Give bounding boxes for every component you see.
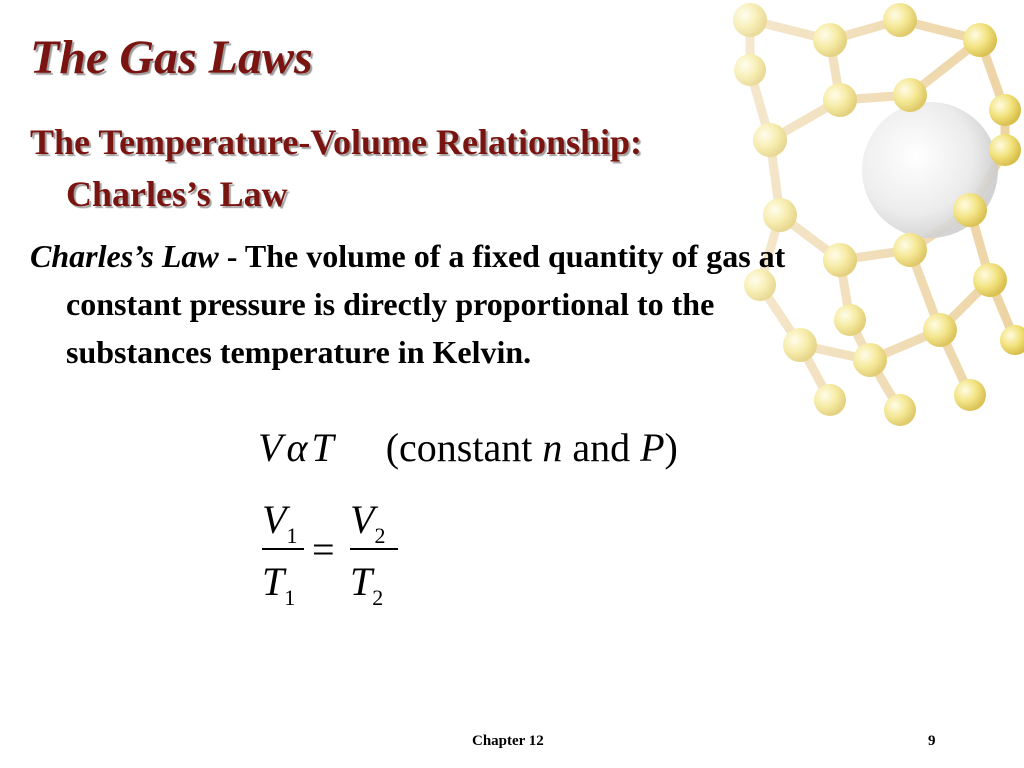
eq1-temperature-symbol: T <box>311 425 334 470</box>
eq1-condition-n: n <box>542 425 563 470</box>
footer-page-number: 9 <box>928 733 936 749</box>
footer-chapter: Chapter 12 <box>472 733 544 749</box>
definition-paragraph <box>30 232 990 376</box>
fraction-right-denominator: $T_2$ <box>350 559 384 610</box>
slide-subtitle <box>30 116 642 220</box>
eq1-condition-and: and <box>562 425 641 470</box>
eq1-volume-symbol: V <box>258 425 283 470</box>
fraction-right-numerator: $V_2$ <box>350 497 386 548</box>
proportionality-equation <box>258 420 678 476</box>
eq1-condition-p: P <box>640 425 665 470</box>
fraction-left-denominator: $T_1$ <box>262 559 296 610</box>
eq1-alpha-symbol: α <box>286 425 308 470</box>
fraction-right-bar <box>350 548 398 550</box>
definition-line-2: constant pressure is directly proportional to the <box>66 286 715 322</box>
definition-line-3: substances temperature in Kelvin. <box>66 334 532 370</box>
fraction-left-bar <box>262 548 304 550</box>
slide-title: The Gas Laws <box>30 31 313 84</box>
eq1-condition-open: (constant <box>385 425 543 470</box>
subtitle-line-1: The Temperature-Volume Relationship: <box>30 122 643 162</box>
fraction-left-numerator: $V_1$ <box>262 497 298 548</box>
eq1-condition-close: ) <box>664 425 678 470</box>
definition-separator: - <box>218 238 245 274</box>
definition-line-1: The volume of a fixed quantity of gas at <box>244 238 786 274</box>
definition-term: Charles’s Law <box>30 238 219 274</box>
equals-sign: = <box>312 527 335 572</box>
subtitle-line-2: Charles’s Law <box>66 174 288 214</box>
